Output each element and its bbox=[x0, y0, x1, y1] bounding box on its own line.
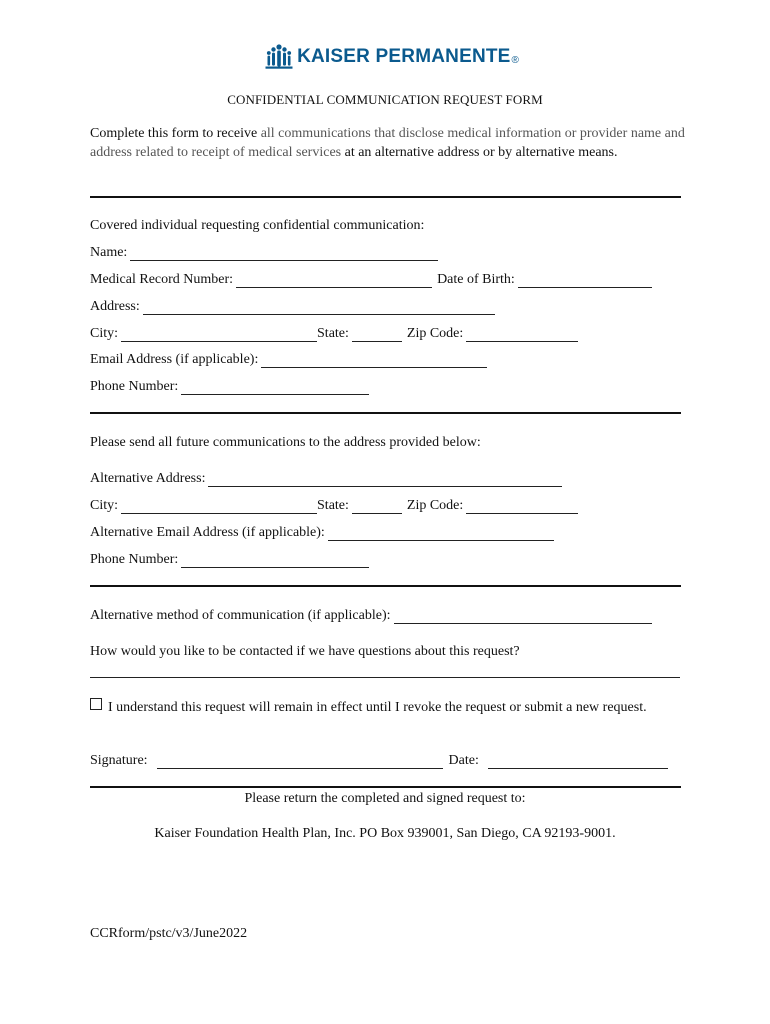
alt-zip-label: Zip Code: bbox=[406, 498, 464, 513]
email-label: Email Address (if applicable): bbox=[90, 352, 259, 367]
dob-label: Date of Birth: bbox=[437, 272, 515, 287]
divider bbox=[90, 412, 681, 414]
state-label: State: bbox=[317, 326, 349, 341]
form-title: CONFIDENTIAL COMMUNICATION REQUEST FORM bbox=[227, 92, 543, 107]
mrn-dob-row bbox=[90, 270, 652, 288]
alt-address-label: Alternative Address: bbox=[90, 471, 206, 486]
signature-field[interactable] bbox=[157, 754, 443, 769]
alt-email-row bbox=[90, 523, 554, 541]
email-row bbox=[90, 350, 487, 368]
alt-state-label: State: bbox=[317, 498, 349, 513]
intro-paragraph bbox=[90, 124, 686, 162]
phone-field[interactable] bbox=[181, 380, 369, 395]
mrn-field[interactable] bbox=[236, 273, 432, 288]
covered-heading-text: Covered individual requesting confidential communication: bbox=[90, 218, 425, 233]
logo bbox=[0, 44, 770, 70]
alt-email-label: Alternative Email Address (if applicable): bbox=[90, 525, 325, 540]
intro-part-3: at an alternative address or by alternative means. bbox=[341, 145, 618, 160]
name-row bbox=[90, 243, 438, 261]
phone-label: Phone Number: bbox=[90, 379, 179, 394]
divider bbox=[90, 585, 681, 587]
phone-row bbox=[90, 377, 369, 395]
alt-method-label: Alternative method of communication (if applicable): bbox=[90, 608, 391, 623]
contact-question-row bbox=[90, 642, 520, 660]
alt-city-field[interactable] bbox=[121, 499, 317, 514]
date-label: Date: bbox=[448, 753, 479, 768]
return-address: Kaiser Foundation Health Plan, Inc. PO Box 939001, San Diego, CA 92193-9001. bbox=[154, 826, 616, 841]
date-field[interactable] bbox=[488, 754, 668, 769]
signature-row bbox=[90, 751, 668, 769]
acknowledgement bbox=[90, 698, 650, 717]
city-label: City: bbox=[90, 326, 119, 341]
alt-method-field[interactable] bbox=[394, 609, 652, 624]
email-field[interactable] bbox=[261, 353, 487, 368]
alt-method-row bbox=[90, 606, 652, 624]
alt-email-field[interactable] bbox=[328, 526, 554, 541]
intro-part-2: all communications that disclose medical information or provider name and address related to receipt of medical services bbox=[90, 126, 685, 160]
divider bbox=[90, 786, 681, 788]
divider bbox=[90, 196, 681, 198]
intro-part-1: Complete this form to receive bbox=[90, 126, 261, 141]
registered-mark: ® bbox=[511, 54, 519, 66]
contact-question: How would you like to be contacted if we have questions about this request? bbox=[90, 644, 520, 659]
mrn-label: Medical Record Number: bbox=[90, 272, 234, 287]
alt-address-field[interactable] bbox=[208, 472, 562, 487]
kaiser-people-logo-icon bbox=[265, 44, 293, 70]
alt-zip-field[interactable] bbox=[466, 499, 578, 514]
address-row bbox=[90, 297, 495, 315]
alt-state-field[interactable] bbox=[352, 499, 402, 514]
signature-label: Signature: bbox=[90, 753, 148, 768]
name-field[interactable] bbox=[130, 246, 438, 261]
return-heading: Please return the completed and signed request to: bbox=[244, 791, 526, 806]
alt-city-label: City: bbox=[90, 498, 119, 513]
contact-preference-field[interactable] bbox=[90, 677, 680, 678]
zip-field[interactable] bbox=[466, 327, 578, 342]
state-field[interactable] bbox=[352, 327, 402, 342]
name-label: Name: bbox=[90, 245, 128, 260]
address-field[interactable] bbox=[143, 300, 495, 315]
acknowledgement-checkbox[interactable] bbox=[90, 698, 102, 710]
zip-label: Zip Code: bbox=[406, 326, 464, 341]
covered-heading bbox=[90, 216, 424, 234]
logo-text: KAISER PERMANENTE bbox=[297, 46, 511, 67]
alternative-heading bbox=[90, 433, 481, 451]
alt-phone-label: Phone Number: bbox=[90, 552, 179, 567]
dob-field[interactable] bbox=[518, 273, 652, 288]
alt-address-row bbox=[90, 469, 562, 487]
alternative-heading-text: Please send all future communications to the address provided below: bbox=[90, 435, 481, 450]
address-label: Address: bbox=[90, 299, 140, 314]
form-id: CCRform/pstc/v3/June2022 bbox=[90, 926, 248, 941]
alt-phone-row bbox=[90, 550, 369, 568]
alt-phone-field[interactable] bbox=[181, 553, 369, 568]
city-state-zip-row bbox=[90, 324, 578, 342]
alt-city-state-zip-row bbox=[90, 496, 578, 514]
city-field[interactable] bbox=[121, 327, 317, 342]
acknowledgement-text: I understand this request will remain in effect until I revoke the request or submit a new request. bbox=[108, 700, 647, 715]
